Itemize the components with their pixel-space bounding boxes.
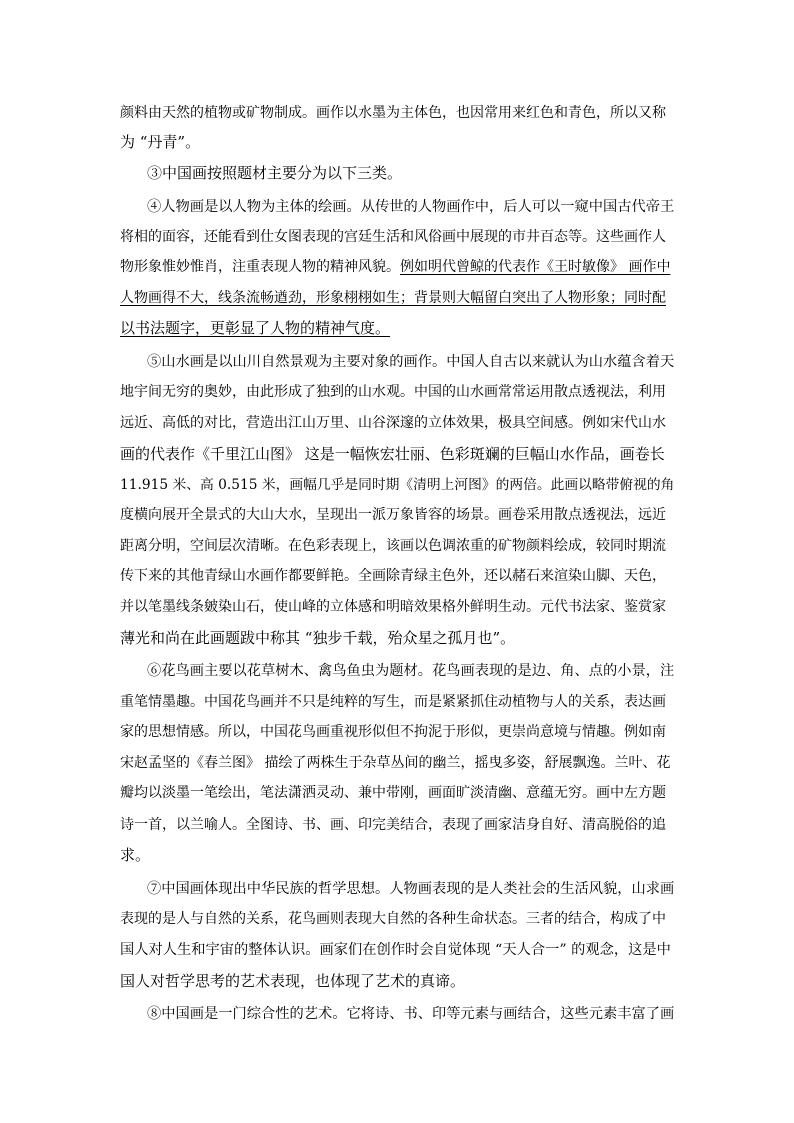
underlined-text-segment: 例如明代曾鲸的代表作《王时敏像》 画作中 [400, 259, 671, 275]
text-segment: 物形象惟妙惟肖，注重表现人物的精神风貌。 [120, 259, 400, 275]
text-line: 为 “丹青”。 [120, 133, 201, 151]
text-line: 并以笔墨线条皴染山石，使山峰的立体感和明暗效果格外鲜明生动。元代书法家、鉴赏家 [120, 599, 666, 615]
text-line: ⑥花鸟画主要以花草树木、禽鸟鱼虫为题材。花鸟画表现的是边、角、点的小景，注 [147, 663, 675, 679]
text-line: 颜料由天然的植物或矿物制成。画作以水墨为主体色，也因常用来红色和青色，所以又称 [120, 105, 666, 121]
text-line: 求。 [120, 846, 151, 864]
text-line: 地宇间无穷的奥妙，由此形成了独到的山水观。中国的山水画常常运用散点透视法，利用 [120, 384, 666, 400]
text-line: 远近、高低的对比，营造出江山万里、山谷深邃的立体效果，极具空间感。例如宋代山水 [120, 415, 666, 431]
text-line: 11.915 米、高 0.515 米，画幅几乎是同时期《清明上河图》的两倍。此画以略带俯视的角 [120, 477, 675, 493]
text-line: 瓣均以淡墨一笔绘出，笔法潇洒灵动、兼中带刚，画面旷淡清幽、意蕴无穷。画中左方题 [120, 785, 666, 801]
text-line: 家的思想情感。所以，中国花鸟画重视形似但不拘泥于形似，更崇尚意境与情趣。例如南 [120, 724, 666, 740]
underlined-text-line: 以书法题字，更彰显了人物的精神气度。 [120, 319, 391, 337]
text-line: 重笔情墨趣。中国花鸟画并不只是纯粹的写生，而是紧紧抓住动植物与人的关系，表达画 [120, 694, 666, 710]
text-line: ③中国画按照题材主要分为以下三类。 [147, 164, 403, 182]
text-line: 表现的是人与自然的关系，花鸟画则表现大自然的各种生命状态。三者的结合，构成了中 [120, 911, 666, 927]
text-line: 距离分明，空间层次清晰。在色彩表现上，该画以色调浓重的矿物颜料绘成，较同时期流 [120, 538, 666, 554]
text-line: 将相的面容，还能看到仕女图表现的宫廷生活和风俗画中展现的市井百态等。这些画作人 [120, 229, 666, 245]
text-line: ④人物画是以人物为主体的绘画。从传世的人物画作中，后人可以一窥中国古代帝王 [147, 199, 675, 215]
text-line: 传下来的其他青绿山水画作都要鲜艳。全画除青绿主色外，还以赭石来渲染山脚、天色， [120, 568, 666, 584]
text-line [120, 257, 670, 277]
text-line: 诗一首，以兰喻人。全图诗、书、画、印完美结合，表现了画家洁身自好、清高脱俗的追 [120, 817, 666, 833]
text-line: 度横向展开全景式的大山大水，呈现出一派万象皆容的场景。画卷采用散点透视法，远近 [120, 507, 666, 523]
text-line: 国人对人生和宇宙的整体认识。画家们在创作时会自觉体现 “天人合一” 的观念，这是中 [120, 942, 671, 958]
text-line: 薄光和尚在此画题跋中称其 “独步千载，殆众星之孤月也”。 [120, 629, 516, 647]
text-line: 宋赵孟坚的《春兰图》 描绘了两株生于杂草丛间的幽兰，摇曳多姿，舒展飘逸。兰叶、花 [120, 755, 671, 771]
text-line: ⑦中国画体现出中华民族的哲学思想。人物画表现的是人类社会的生活风貌，山求画 [147, 881, 675, 897]
underlined-text-line: 人物画得不大，线条流畅遒劲，形象栩栩如生；背景则大幅留白突出了人物形象；同时配 [120, 290, 666, 306]
text-line: 画的代表作《千里江山图》 这是一幅恢宏壮丽、色彩斑斓的巨幅山水作品，画卷长 [120, 445, 665, 463]
text-line: 国人对哲学思考的艺术表现，也体现了艺术的真谛。 [120, 972, 466, 990]
text-line: ⑧中国画是一门综合性的艺术。它将诗、书、印等元素与画结合，这些元素丰富了画 [147, 1006, 675, 1022]
text-line: ⑤山水画是以山川自然景观为主要对象的画作。中国人自古以来就认为山水蕴含着天 [147, 354, 675, 370]
